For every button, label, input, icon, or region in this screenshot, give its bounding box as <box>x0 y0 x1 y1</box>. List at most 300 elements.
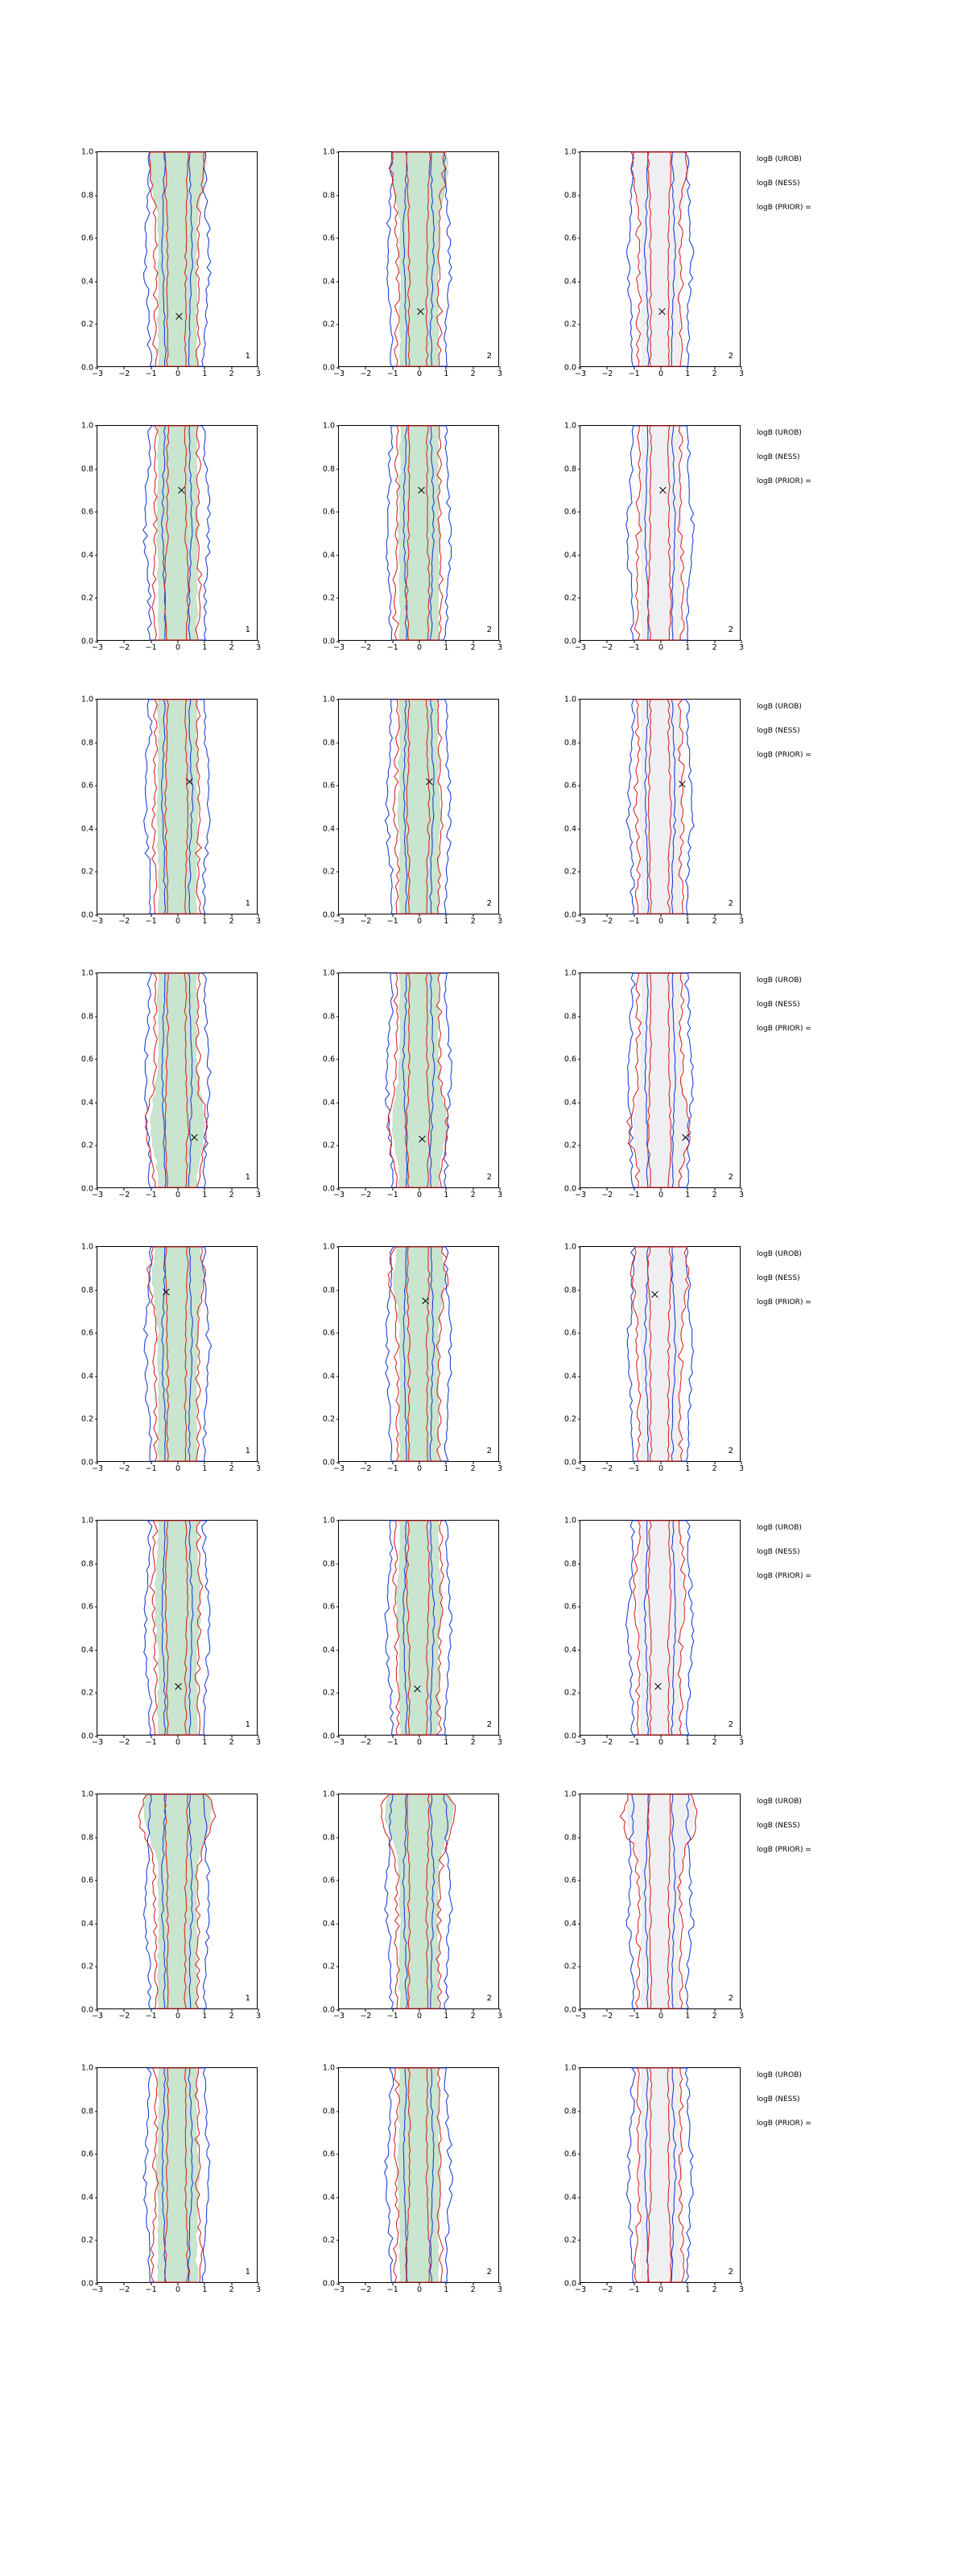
x-tick-label: 3 <box>497 369 503 378</box>
x-tick-mark <box>580 1735 581 1738</box>
x-tick-mark <box>124 640 125 643</box>
x-tick-label: 0 <box>175 1464 181 1473</box>
x-tick-mark <box>258 914 259 917</box>
y-tick-label: 0.0 <box>564 910 576 920</box>
y-tick-mark <box>95 1376 98 1377</box>
x-tick-label: −3 <box>332 643 345 652</box>
annotation-line: logB (PRIOR) = <box>757 1846 811 1854</box>
x-tick-mark <box>178 640 179 643</box>
x-tick-mark <box>500 640 501 643</box>
x-tick-label: −1 <box>386 1738 398 1747</box>
y-tick-label: 1.0 <box>564 1516 576 1525</box>
x-tick-mark <box>419 366 420 369</box>
y-tick-label: 0.2 <box>80 867 93 877</box>
y-tick-mark <box>95 1333 98 1334</box>
truth-marker-x <box>177 486 186 495</box>
x-tick-label: −2 <box>601 1464 613 1473</box>
x-tick-label: 2 <box>712 917 717 926</box>
x-tick-mark <box>258 2008 259 2012</box>
plot-area <box>322 147 503 378</box>
row-annotation-2 <box>757 704 966 776</box>
x-tick-label: 3 <box>255 643 262 652</box>
y-tick-label: 0.8 <box>564 1558 576 1568</box>
prior-region <box>151 973 204 1187</box>
panel-corner-label: 1 <box>245 1720 250 1729</box>
x-tick-label: −3 <box>91 917 104 926</box>
y-tick-mark <box>95 2154 98 2155</box>
y-tick-mark <box>578 281 581 282</box>
x-tick-label: −1 <box>145 917 157 926</box>
x-tick-label: −2 <box>360 917 372 926</box>
chart-panel-r6-c2 <box>531 1781 773 2038</box>
y-tick-mark <box>336 281 340 282</box>
y-tick-mark <box>95 1247 98 1248</box>
prior-region <box>385 1794 453 2008</box>
y-tick-label: 0.0 <box>322 1184 335 1194</box>
y-tick-label: 0.8 <box>564 737 576 747</box>
x-tick-mark <box>607 640 608 643</box>
y-tick-label: 0.4 <box>322 277 335 287</box>
y-tick-label: 0.6 <box>80 781 93 791</box>
y-tick-label: 0.4 <box>564 1372 576 1381</box>
x-tick-mark <box>580 1187 581 1191</box>
chart-panel-r6-c1 <box>290 1781 531 2038</box>
x-tick-mark <box>97 1735 98 1738</box>
y-tick-label: 0.6 <box>564 2149 576 2159</box>
y-tick-label: 1.0 <box>322 1790 335 1799</box>
annotation-line: logB (PRIOR) = <box>757 1572 811 1580</box>
x-tick-label: 0 <box>416 1191 423 1199</box>
annotation-line: logB (PRIOR) = <box>757 751 811 759</box>
y-tick-label: 0.4 <box>322 1372 335 1381</box>
x-tick-mark <box>231 2282 232 2285</box>
y-tick-label: 0.4 <box>564 1645 576 1655</box>
y-tick-label: 0.0 <box>80 2005 93 2015</box>
y-tick-mark <box>336 1607 340 1608</box>
y-tick-label: 0.4 <box>80 1919 93 1929</box>
y-tick-mark <box>578 1649 581 1650</box>
x-tick-label: 1 <box>444 2012 449 2021</box>
x-tick-mark <box>124 2282 125 2285</box>
x-tick-label: 2 <box>229 1191 234 1199</box>
x-tick-mark <box>500 914 501 917</box>
y-tick-label: 1.0 <box>322 695 335 704</box>
x-tick-label: −2 <box>601 369 613 378</box>
y-tick-mark <box>336 1693 340 1694</box>
x-tick-label: 0 <box>175 917 181 926</box>
y-tick-mark <box>578 1923 581 1924</box>
y-tick-label: 0.2 <box>564 1688 576 1698</box>
panel-corner-label: 2 <box>486 899 492 908</box>
y-tick-label: 1.0 <box>564 2063 576 2073</box>
x-tick-label: 2 <box>229 917 234 926</box>
prior-region <box>392 973 447 1187</box>
x-tick-label: 2 <box>470 1738 476 1747</box>
x-tick-label: −1 <box>386 369 398 378</box>
x-tick-label: −3 <box>574 643 587 652</box>
x-tick-label: 1 <box>685 917 691 926</box>
y-tick-mark <box>336 1419 340 1420</box>
plot-area <box>564 2063 745 2294</box>
annotation-line: logB (UROB) <box>757 1250 802 1258</box>
truth-marker-x <box>681 1133 690 1141</box>
x-tick-mark <box>607 1735 608 1738</box>
y-tick-label: 0.8 <box>80 737 93 747</box>
annotation-line: logB (PRIOR) = <box>757 1025 811 1033</box>
x-tick-mark <box>339 1735 340 1738</box>
y-tick-mark <box>578 1880 581 1881</box>
y-tick-label: 0.4 <box>80 1098 93 1108</box>
y-tick-label: 0.6 <box>80 233 93 243</box>
chart-panel-r4-c0 <box>48 1233 290 1491</box>
x-tick-mark <box>231 914 232 917</box>
y-tick-mark <box>95 2068 98 2069</box>
y-tick-label: 0.0 <box>322 637 335 646</box>
chart-row-1 <box>0 412 966 686</box>
y-tick-mark <box>95 1419 98 1420</box>
x-tick-mark <box>580 2282 581 2285</box>
y-tick-label: 0.8 <box>322 2106 335 2116</box>
y-tick-label: 0.4 <box>322 551 335 560</box>
x-tick-mark <box>231 2008 232 2012</box>
annotation-line: logB (NESS) <box>757 727 800 735</box>
y-tick-label: 0.8 <box>564 1832 576 1842</box>
x-tick-label: 3 <box>497 643 503 652</box>
y-tick-label: 0.2 <box>80 2235 93 2245</box>
annotation-line: logB (NESS) <box>757 453 800 461</box>
x-tick-mark <box>714 1735 715 1738</box>
x-tick-label: 1 <box>685 1738 691 1747</box>
prior-region <box>396 1521 442 1735</box>
y-tick-label: 0.4 <box>564 1919 576 1929</box>
y-tick-mark <box>95 426 98 427</box>
x-tick-label: 2 <box>470 1191 476 1199</box>
y-tick-label: 1.0 <box>322 147 335 157</box>
y-tick-label: 0.6 <box>322 1602 335 1612</box>
x-tick-mark <box>661 640 662 643</box>
x-tick-label: −3 <box>574 2012 587 2021</box>
x-tick-mark <box>661 1187 662 1191</box>
x-tick-mark <box>419 2008 420 2012</box>
x-tick-mark <box>339 1461 340 1464</box>
y-tick-label: 0.6 <box>322 1328 335 1338</box>
x-tick-label: 1 <box>202 1191 208 1199</box>
x-tick-mark <box>392 2282 393 2285</box>
x-tick-label: 1 <box>202 643 208 652</box>
x-tick-label: 2 <box>712 2012 717 2021</box>
y-tick-mark <box>95 1837 98 1838</box>
x-tick-label: 2 <box>229 369 234 378</box>
x-tick-mark <box>231 1461 232 1464</box>
x-tick-label: 3 <box>255 2285 262 2294</box>
x-tick-label: 0 <box>175 369 181 378</box>
y-tick-label: 1.0 <box>80 1790 93 1799</box>
x-tick-label: 0 <box>658 643 664 652</box>
x-tick-mark <box>365 1735 366 1738</box>
y-tick-label: 0.0 <box>564 1732 576 1741</box>
y-tick-mark <box>578 426 581 427</box>
plot-area <box>322 695 503 926</box>
x-tick-label: 2 <box>470 1464 476 1473</box>
y-tick-label: 0.0 <box>564 2005 576 2015</box>
x-tick-mark <box>231 640 232 643</box>
y-tick-label: 0.0 <box>80 363 93 373</box>
annotation-line: logB (UROB) <box>757 429 802 437</box>
y-tick-mark <box>95 238 98 239</box>
x-tick-mark <box>365 1187 366 1191</box>
prior-region <box>398 700 441 914</box>
y-tick-mark <box>95 1693 98 1694</box>
panel-corner-label: 2 <box>486 2268 492 2277</box>
y-tick-label: 0.0 <box>322 363 335 373</box>
x-tick-label: 0 <box>416 2285 423 2294</box>
x-tick-mark <box>419 2282 420 2285</box>
truth-marker-x <box>416 308 425 316</box>
panel-corner-label: 1 <box>245 1994 250 2003</box>
x-tick-label: −1 <box>628 1738 640 1747</box>
panel-corner-label: 2 <box>728 1994 733 2003</box>
x-tick-label: 3 <box>255 2012 262 2021</box>
y-tick-label: 0.2 <box>564 1141 576 1150</box>
x-tick-mark <box>741 2282 742 2285</box>
y-tick-mark <box>336 1923 340 1924</box>
x-tick-label: 3 <box>255 1738 262 1747</box>
x-tick-label: −3 <box>332 369 345 378</box>
panel-corner-label: 2 <box>728 352 733 361</box>
y-tick-label: 0.0 <box>322 1732 335 1741</box>
x-tick-label: −3 <box>91 2285 104 2294</box>
y-tick-label: 0.4 <box>322 1645 335 1655</box>
x-tick-mark <box>204 2282 205 2285</box>
chart-panel-r5-c0 <box>48 1507 290 1765</box>
y-tick-mark <box>95 1923 98 1924</box>
x-tick-label: −2 <box>118 1738 130 1747</box>
chart-panel-r5-c2 <box>531 1507 773 1765</box>
x-tick-mark <box>339 640 340 643</box>
y-tick-mark <box>95 152 98 153</box>
x-tick-label: −1 <box>628 2012 640 2021</box>
y-tick-mark <box>336 973 340 974</box>
x-tick-label: −1 <box>145 1191 157 1199</box>
y-tick-label: 0.2 <box>322 1141 335 1150</box>
y-tick-label: 0.6 <box>564 1055 576 1064</box>
plot-area <box>322 1516 503 1747</box>
x-tick-mark <box>661 1461 662 1464</box>
y-tick-mark <box>336 1563 340 1564</box>
x-tick-label: 3 <box>497 1191 503 1199</box>
y-tick-label: 1.0 <box>564 1242 576 1252</box>
y-tick-label: 0.0 <box>322 2279 335 2289</box>
annotation-line: logB (NESS) <box>757 1001 800 1009</box>
x-tick-label: −3 <box>332 2285 345 2294</box>
x-tick-label: 0 <box>175 1738 181 1747</box>
x-tick-mark <box>231 366 232 369</box>
x-tick-mark <box>231 1735 232 1738</box>
chart-panel-r7-c1 <box>290 2054 531 2312</box>
y-tick-label: 0.8 <box>322 1832 335 1842</box>
y-tick-mark <box>336 1102 340 1103</box>
x-tick-label: 0 <box>175 2285 181 2294</box>
x-tick-mark <box>392 1187 393 1191</box>
plot-area <box>322 968 503 1199</box>
x-tick-mark <box>365 640 366 643</box>
y-tick-label: 0.0 <box>564 363 576 373</box>
x-tick-label: −3 <box>91 1191 104 1199</box>
y-tick-mark <box>95 195 98 196</box>
x-tick-mark <box>607 366 608 369</box>
y-tick-mark <box>95 281 98 282</box>
x-tick-label: −2 <box>360 643 372 652</box>
x-tick-mark <box>178 366 179 369</box>
annotation-line: logB (NESS) <box>757 180 800 188</box>
y-tick-label: 0.2 <box>322 867 335 877</box>
y-tick-label: 0.8 <box>322 1285 335 1294</box>
x-tick-mark <box>392 640 393 643</box>
x-tick-mark <box>392 366 393 369</box>
x-tick-label: −1 <box>628 2285 640 2294</box>
prior-region <box>640 700 682 914</box>
y-tick-mark <box>578 742 581 743</box>
x-tick-mark <box>500 1735 501 1738</box>
x-tick-label: −1 <box>628 1464 640 1473</box>
x-tick-label: −3 <box>332 1191 345 1199</box>
x-tick-mark <box>204 640 205 643</box>
plot-area <box>564 1790 745 2021</box>
truth-marker-x <box>678 779 687 788</box>
row-annotation-7 <box>757 2072 966 2145</box>
chart-row-2 <box>0 686 966 960</box>
chart-panel-r3-c1 <box>290 960 531 1217</box>
x-tick-label: 0 <box>175 643 181 652</box>
x-tick-mark <box>258 366 259 369</box>
y-tick-label: 0.2 <box>80 1688 93 1698</box>
y-tick-mark <box>578 1607 581 1608</box>
panel-corner-label: 1 <box>245 352 250 361</box>
x-tick-label: 3 <box>497 917 503 926</box>
x-tick-label: 1 <box>202 1464 208 1473</box>
y-tick-label: 0.8 <box>564 1285 576 1294</box>
x-tick-label: −1 <box>386 1464 398 1473</box>
y-tick-mark <box>578 512 581 513</box>
y-tick-label: 0.2 <box>322 320 335 329</box>
y-tick-mark <box>95 324 98 325</box>
y-tick-label: 1.0 <box>80 1516 93 1525</box>
y-tick-mark <box>578 1247 581 1248</box>
y-tick-label: 0.8 <box>80 1011 93 1021</box>
truth-marker-x <box>417 486 426 495</box>
x-tick-mark <box>365 366 366 369</box>
x-tick-label: 0 <box>416 643 423 652</box>
y-tick-label: 0.0 <box>322 910 335 920</box>
y-tick-mark <box>578 2111 581 2112</box>
y-tick-mark <box>336 1837 340 1838</box>
annotation-line: logB (PRIOR) = <box>757 477 811 485</box>
plot-area <box>564 421 745 652</box>
y-tick-label: 0.2 <box>322 593 335 603</box>
y-tick-mark <box>336 598 340 599</box>
x-tick-label: 3 <box>738 369 745 378</box>
y-tick-label: 0.6 <box>322 233 335 243</box>
x-tick-label: −2 <box>118 917 130 926</box>
prior-region <box>634 973 688 1187</box>
y-tick-label: 0.2 <box>564 320 576 329</box>
y-tick-label: 0.0 <box>80 1184 93 1194</box>
x-tick-label: 2 <box>712 369 717 378</box>
y-tick-label: 0.4 <box>564 1098 576 1108</box>
plot-area <box>80 421 262 652</box>
x-tick-label: −2 <box>601 2285 613 2294</box>
y-tick-mark <box>578 1333 581 1334</box>
x-tick-label: −3 <box>91 1464 104 1473</box>
chart-panel-r0-c1 <box>290 138 531 396</box>
x-tick-mark <box>687 2282 688 2285</box>
y-tick-label: 0.8 <box>80 1832 93 1842</box>
x-tick-mark <box>339 366 340 369</box>
x-tick-label: −1 <box>628 643 640 652</box>
y-tick-label: 0.4 <box>80 824 93 834</box>
x-tick-label: −2 <box>601 643 613 652</box>
panel-corner-label: 2 <box>728 2268 733 2277</box>
y-tick-label: 1.0 <box>80 968 93 978</box>
y-tick-mark <box>336 872 340 873</box>
y-tick-label: 0.0 <box>564 1458 576 1468</box>
y-tick-mark <box>578 828 581 829</box>
y-tick-label: 0.6 <box>322 781 335 791</box>
y-tick-label: 0.4 <box>322 824 335 834</box>
x-tick-mark <box>258 2282 259 2285</box>
x-tick-mark <box>687 2008 688 2012</box>
x-tick-label: 1 <box>202 2012 208 2021</box>
x-tick-mark <box>446 914 447 917</box>
chart-panel-r4-c1 <box>290 1233 531 1491</box>
plot-area <box>80 1790 262 2021</box>
x-tick-mark <box>124 366 125 369</box>
x-tick-mark <box>392 1735 393 1738</box>
y-tick-mark <box>578 872 581 873</box>
y-tick-mark <box>336 1016 340 1017</box>
x-tick-label: −2 <box>360 1738 372 1747</box>
x-tick-mark <box>97 366 98 369</box>
chart-panel-r6-c0 <box>48 1781 290 2038</box>
y-tick-label: 0.8 <box>564 1011 576 1021</box>
x-tick-label: 3 <box>738 2012 745 2021</box>
y-tick-mark <box>336 2068 340 2069</box>
x-tick-mark <box>661 1735 662 1738</box>
x-tick-label: 0 <box>416 917 423 926</box>
y-tick-mark <box>578 1794 581 1795</box>
truth-marker-x <box>654 1682 663 1691</box>
y-tick-label: 0.0 <box>322 2005 335 2015</box>
prior-region <box>396 2068 440 2282</box>
x-tick-label: −1 <box>145 1738 157 1747</box>
x-tick-mark <box>661 2282 662 2285</box>
y-tick-mark <box>95 2111 98 2112</box>
truth-marker-x <box>175 312 184 320</box>
x-tick-mark <box>178 2008 179 2012</box>
row-annotation-3 <box>757 977 966 1050</box>
x-tick-label: −2 <box>360 1464 372 1473</box>
y-tick-label: 0.8 <box>80 1558 93 1568</box>
y-tick-label: 0.4 <box>80 2193 93 2202</box>
y-tick-label: 1.0 <box>564 1790 576 1799</box>
y-tick-label: 0.8 <box>322 1011 335 1021</box>
x-tick-mark <box>204 914 205 917</box>
x-tick-mark <box>97 640 98 643</box>
prior-region <box>638 1521 683 1735</box>
y-tick-mark <box>336 2111 340 2112</box>
y-tick-label: 1.0 <box>322 1242 335 1252</box>
y-tick-mark <box>336 1059 340 1060</box>
